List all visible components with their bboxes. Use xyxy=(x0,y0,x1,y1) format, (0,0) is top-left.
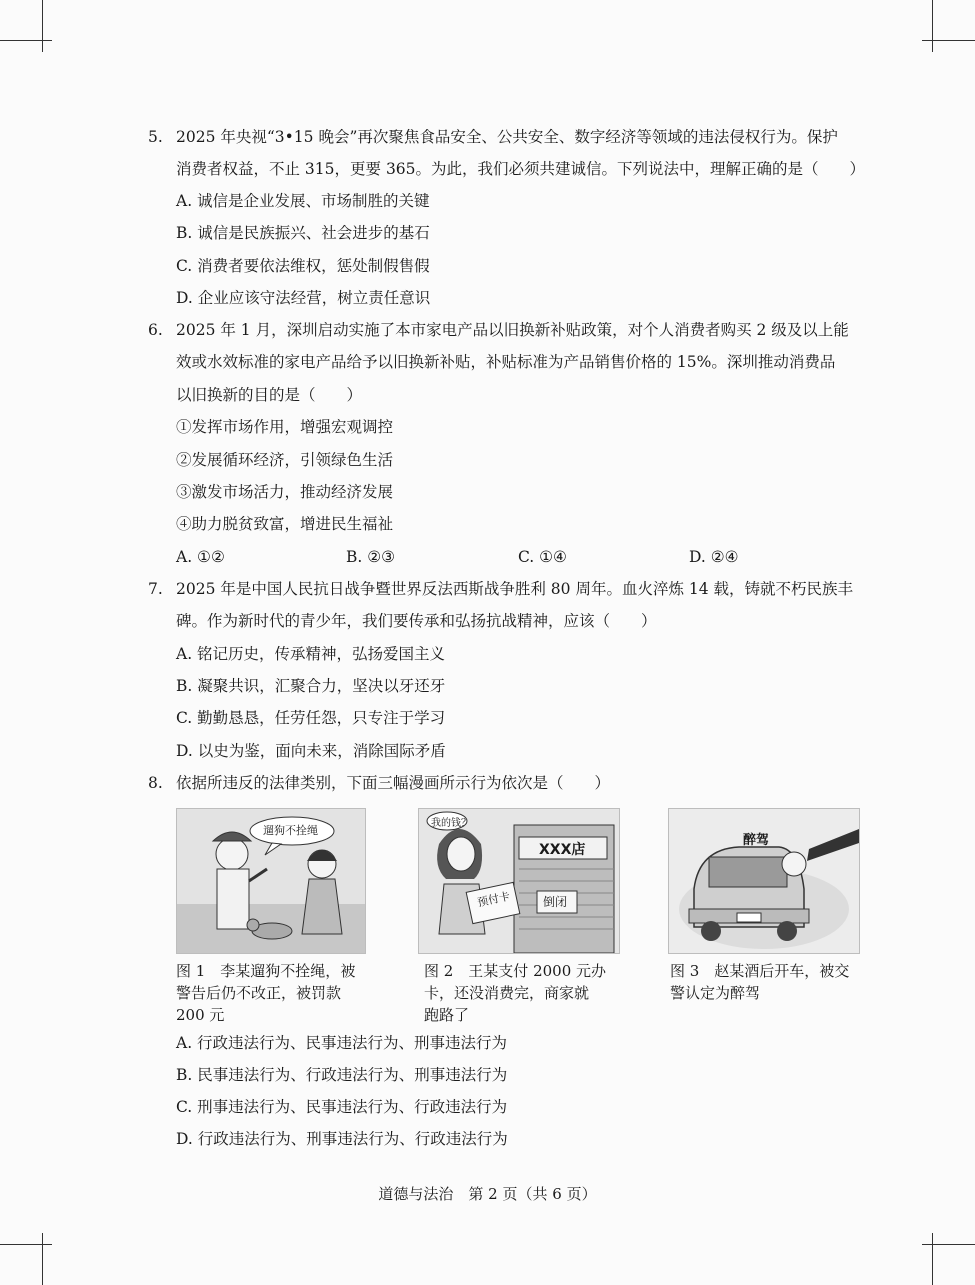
question-stem-line: 消费者权益，不止 315，更要 365。为此，我们必须共建诚信。下列说法中，理解正确的是（ ） xyxy=(176,160,866,178)
closed-notice: 倒闭 xyxy=(543,895,568,909)
speech-bubble-text: 遛狗不拴绳 xyxy=(263,824,318,837)
prepaid-card-label: 预付卡 xyxy=(476,889,512,910)
cartoon-figure-3 xyxy=(668,808,860,954)
option-c: C. 刑事违法行为、民事违法行为、行政违法行为 xyxy=(176,1098,508,1116)
option-d: D. 行政违法行为、刑事违法行为、行政违法行为 xyxy=(176,1130,508,1148)
cartoon-figure-2 xyxy=(418,808,620,954)
question-stem-line: 2025 年央视“3•15 晚会”再次聚焦食品安全、公共安全、数字经济等领域的违法侵权行为。保护 xyxy=(176,128,838,146)
cartoon-figure-1 xyxy=(176,808,366,954)
option-d: D. 以史为鉴，面向未来，消除国际矛盾 xyxy=(176,742,446,760)
statement-2: ②发展循环经济，引领绿色生活 xyxy=(176,451,394,469)
question-stem-line: 碑。作为新时代的青少年，我们要传承和弘扬抗战精神，应该（ ） xyxy=(176,612,657,630)
caption-line: 图 1 李某遛狗不拴绳，被 xyxy=(176,962,356,980)
figure-3-caption xyxy=(670,960,870,1004)
option-c: C. 消费者要依法维权，惩处制假售假 xyxy=(176,257,430,275)
statement-3: ③激发市场活力，推动经济发展 xyxy=(176,483,394,501)
choice-b: B. ②③ xyxy=(346,548,396,566)
question-stem-line: 效或水效标准的家电产品给予以旧换新补贴，补贴标准为产品销售价格的 15%。深圳推动消费品 xyxy=(176,353,836,371)
shop-sign: XXX店 xyxy=(539,842,586,858)
caption-line: 卡，还没消费完，商家就 xyxy=(424,984,590,1002)
figure-2-caption xyxy=(424,960,624,1026)
option-a: A. 行政违法行为、民事违法行为、刑事违法行为 xyxy=(176,1034,508,1052)
speech-bubble-text: 我的钱？ xyxy=(431,818,471,829)
statement-4: ④助力脱贫致富，增进民生福祉 xyxy=(176,515,394,533)
figure-1-caption xyxy=(176,960,376,1026)
question-number: 8. xyxy=(148,774,163,792)
option-a: A. 铭记历史，传承精神，弘扬爱国主义 xyxy=(176,645,446,663)
choice-d: D. ②④ xyxy=(689,548,739,566)
caption-line: 警告后仍不改正，被罚款 xyxy=(176,984,342,1002)
caption-line: 图 2 王某支付 2000 元办 xyxy=(424,962,607,980)
question-stem-line: 2025 年 1 月，深圳启动实施了本市家电产品以旧换新补贴政策，对个人消费者购买 2 级及以上能 xyxy=(176,321,849,339)
option-b: B. 民事违法行为、行政违法行为、刑事违法行为 xyxy=(176,1066,508,1084)
choice-a: A. ①② xyxy=(176,548,225,566)
option-c: C. 勤勤恳恳，任劳任怨，只专注于学习 xyxy=(176,709,446,727)
question-stem-line: 以旧换新的目的是（ ） xyxy=(176,386,363,404)
option-a: A. 诚信是企业发展、市场制胜的关键 xyxy=(176,192,430,210)
choice-c: C. ①④ xyxy=(518,548,567,566)
caption-line: 警认定为醉驾 xyxy=(670,984,761,1002)
caption-line: 200 元 xyxy=(176,1006,225,1024)
drunk-driving-label: 醉驾 xyxy=(743,833,770,848)
option-d: D. 企业应该守法经营，树立责任意识 xyxy=(176,289,431,307)
question-number: 6. xyxy=(148,321,163,339)
option-b: B. 凝聚共识，汇聚合力，坚决以牙还牙 xyxy=(176,677,446,695)
option-b: B. 诚信是民族振兴、社会进步的基石 xyxy=(176,224,430,242)
caption-line: 图 3 赵某酒后开车，被交 xyxy=(670,962,850,980)
caption-line: 跑路了 xyxy=(424,1006,470,1024)
question-number: 5. xyxy=(148,128,163,146)
question-number: 7. xyxy=(148,580,163,598)
question-stem-line: 2025 年是中国人民抗日战争暨世界反法西斯战争胜利 80 周年。血火淬炼 14 载，铸就不朽民族丰 xyxy=(176,580,854,598)
statement-1: ①发挥市场作用，增强宏观调控 xyxy=(176,418,394,436)
page-footer: 道德与法治 第 2 页（共 6 页） xyxy=(378,1185,597,1203)
question-stem-line: 依据所违反的法律类别，下面三幅漫画所示行为依次是（ ） xyxy=(176,774,611,792)
